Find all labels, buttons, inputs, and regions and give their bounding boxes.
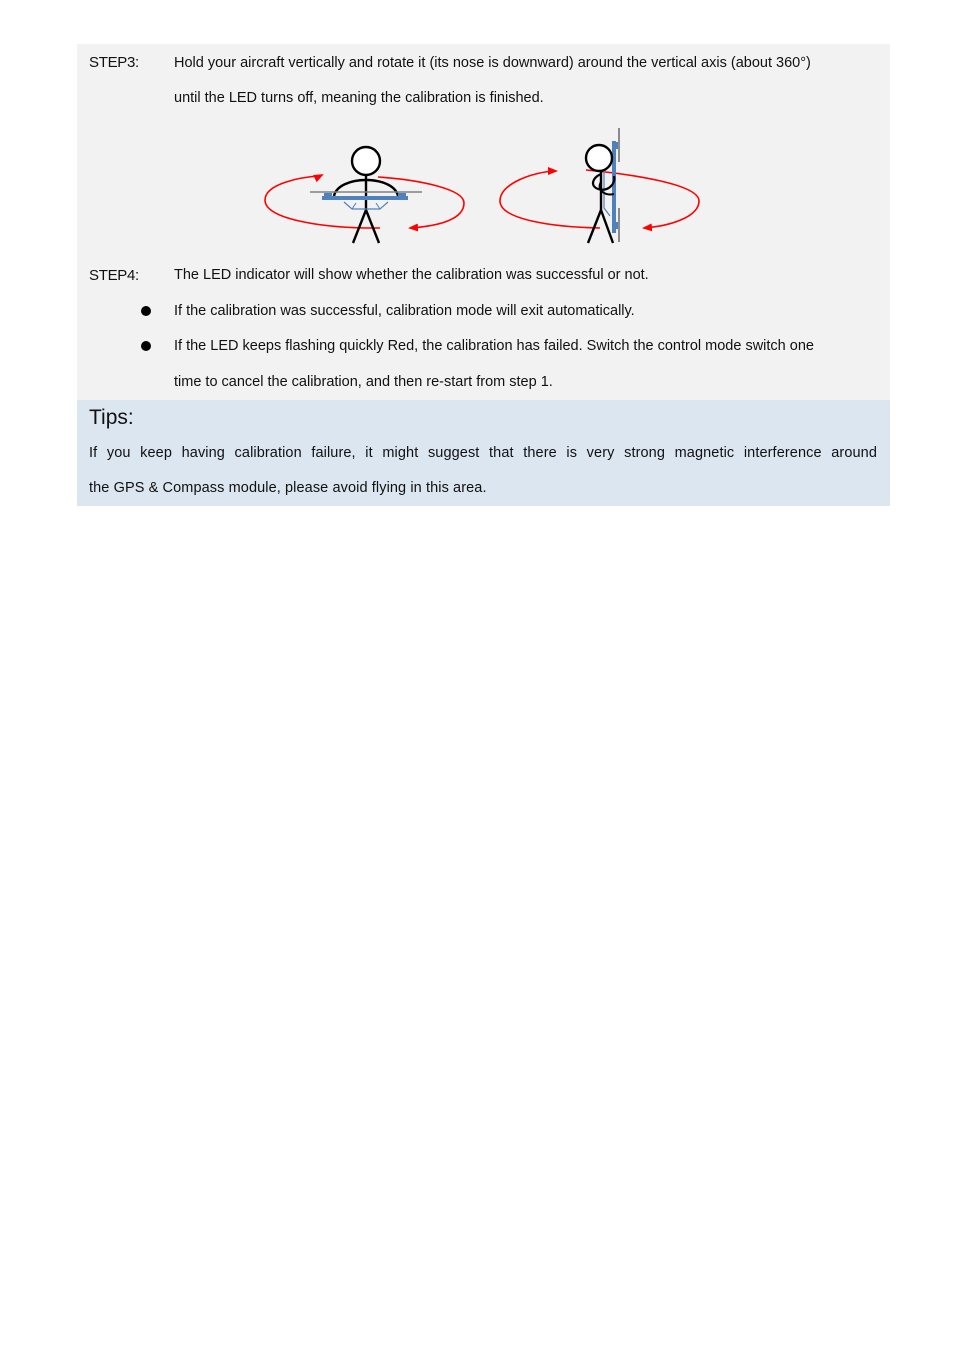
tips-title: Tips:: [89, 406, 134, 429]
bullet-dot: [141, 341, 151, 351]
horizontal-hold-figure: [265, 147, 464, 243]
step4-label: STEP4:: [89, 267, 139, 284]
bullet-dot: [141, 306, 151, 316]
bullet-2-line-1: If the LED keeps flashing quickly Red, the calibration has failed. Switch the control mode switch one: [174, 338, 814, 354]
step3-label: STEP3:: [89, 54, 139, 71]
bullet-1-line-1: If the calibration was successful, calibration mode will exit automatically.: [174, 303, 635, 319]
bullet-2-line-2: time to cancel the calibration, and then re-start from step 1.: [174, 374, 553, 390]
step3-text-line2: until the LED turns off, meaning the calibration is finished.: [174, 90, 544, 106]
step3-text-line1: Hold your aircraft vertically and rotate it (its nose is downward) around the vertical axis (about 360°): [174, 55, 811, 71]
tips-text-line2: the GPS & Compass module, please avoid flying in this area.: [89, 480, 487, 496]
vertical-hold-figure: [500, 128, 699, 243]
vertical-calibration-illustration: [260, 124, 710, 248]
step4-text: The LED indicator will show whether the calibration was successful or not.: [174, 267, 649, 283]
tips-text-line1: If you keep having calibration failure, it might suggest that there is very strong magnetic interference around: [89, 445, 877, 461]
